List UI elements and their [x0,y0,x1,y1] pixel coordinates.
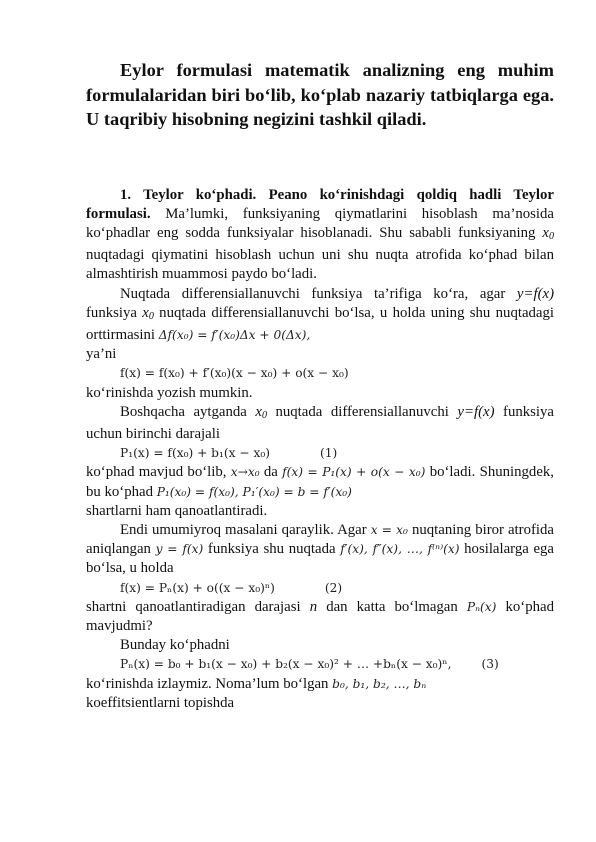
paragraph-text: nuqtaning biror atrofida aniqlangan [86,521,554,558]
formula-3 [86,655,554,674]
paragraph-text: da [259,464,283,481]
intro-title: Eylor formulasi matematik analizning eng muhim formulalaridan biri bo‘lib, ko‘plab nazariy tatbiqlarga ega. U taqribiy hisobning negizini tashkil qiladi. [86,60,554,129]
paragraph-1 [86,186,554,285]
paragraph-3: ko‘rinishda yozish mumkin. [86,384,253,401]
paragraph-text: funksiya [86,304,143,321]
paragraph-text: ya’ni [86,346,117,363]
variable-x0: $x_0$ [255,403,267,421]
formula-1-number: (1) [319,446,338,461]
formula-2-number: (2) [324,580,343,595]
section-heading: 1. Teylor ko‘phadi. Peano ko‘rinishdagi qoldiq hadli Teylor formulasi. [86,186,554,222]
inline-derivatives: f′(x), f″(x), …, f⁽ⁿ⁾(x) [340,542,460,557]
formula-2-expression: f(x) = Pₙ(x) + o((x − x₀)ⁿ) [120,580,275,595]
formula-2 [86,579,554,598]
paragraph-text: nuqtada differensiallanuvchi [266,403,458,420]
paragraph-text: bo‘ladi. Shuningdek, bu ko‘phad [86,464,554,500]
paragraph-4 [86,403,554,444]
paragraph-text: funksiya shu nuqtada [203,541,341,558]
paragraph-2 [86,285,554,365]
paragraph-text: dan katta bo‘lmagan [317,598,467,615]
inline-pn: Pₙ(x) [466,599,497,614]
formula-3-number: (3) [481,657,499,672]
function-y-fx: y=f(x) [516,285,554,302]
paragraph-text: funksiya uchun birinchi darajali [86,403,554,442]
paragraph-text: nuqtadagi qiymatini hisoblash uchun uni shu nuqta atrofida ko‘phad bilan almashtirish muammosi paydo bo‘ladi. [86,247,554,283]
section-teylor [86,186,554,713]
variable-x0: $x_0$ [542,224,554,242]
formula-3-expression: Pₙ(x) = b₀ + b₁(x − x₀) + b₂(x − x₀)² + … +bₙ(x − x₀)ⁿ, [120,657,452,672]
paragraph-6: shartlarni ham qanoatlantiradi. [86,502,268,519]
paragraph-text: koeffitsientlarni topishda [86,694,235,711]
inline-x-eq-x0: x = x₀ [370,522,408,537]
function-y-fx: y=f(x) [457,403,495,420]
variable-x0: $x_0$ [142,304,154,322]
paragraph-8 [86,598,554,636]
formula-1 [86,444,554,463]
paragraph-text: ko‘phad mavjud bo‘lib, [86,464,231,481]
paragraph-7 [86,521,554,579]
document-page [86,58,554,713]
paragraph-5 [86,463,554,501]
paragraph-10 [86,675,554,713]
inline-function: y = f(x) [155,542,204,557]
inline-formula-p1: f(x) = P₁(x) + o(x − x₀) [282,465,426,480]
inline-conditions: P₁(x₀) = f(x₀), P₁′(x₀) = b = f′(x₀) [156,484,352,499]
paragraph-text: Nuqtada differensiallanuvchi funksiya ta’rifiga ko‘ra, agar [120,285,517,302]
formula-1-expression: P₁(x) = f(x₀) + b₁(x − x₀) [120,446,270,461]
paragraph-text: hosilalarga ega bo‘lsa, u holda [86,541,555,577]
paragraph-text: Ma’lumki, funksiyaning qiymatlarini hisoblash ma’nosida ko‘phadlar eng sodda funksiyalar hisoblanadi. Shu sababli funksiyaning [86,205,554,241]
inline-coefficients: b₀, b₁, b₂, …, bₙ [332,676,427,691]
paragraph-text: ko‘phad mavjudmi? [86,598,554,634]
variable-n: n [309,598,318,615]
paragraph-text: nuqtada differensiallanuvchi bo‘lsa, u holda uning shu nuqtadagi orttirmasini [86,304,554,343]
inline-limit: x→x₀ [230,465,260,480]
inline-formula-increment: Δf(x₀) = f′(x₀)Δx + 0(Δx), [158,327,311,342]
paragraph-text: shartni qanoatlantiradigan darajasi [86,598,310,615]
paragraph-text: Boshqacha aytganda [120,403,256,420]
paragraph-text: ko‘rinishda izlaymiz. Noma’lum bo‘lgan [86,675,333,692]
formula-main: f(x) = f(x₀) + f′(x₀)(x − x₀) + o(x − x₀) [120,366,349,381]
paragraph-9: Bunday ko‘phadni [120,637,230,654]
paragraph-text: Endi umumiyroq masalani qaraylik. Agar [120,521,371,538]
